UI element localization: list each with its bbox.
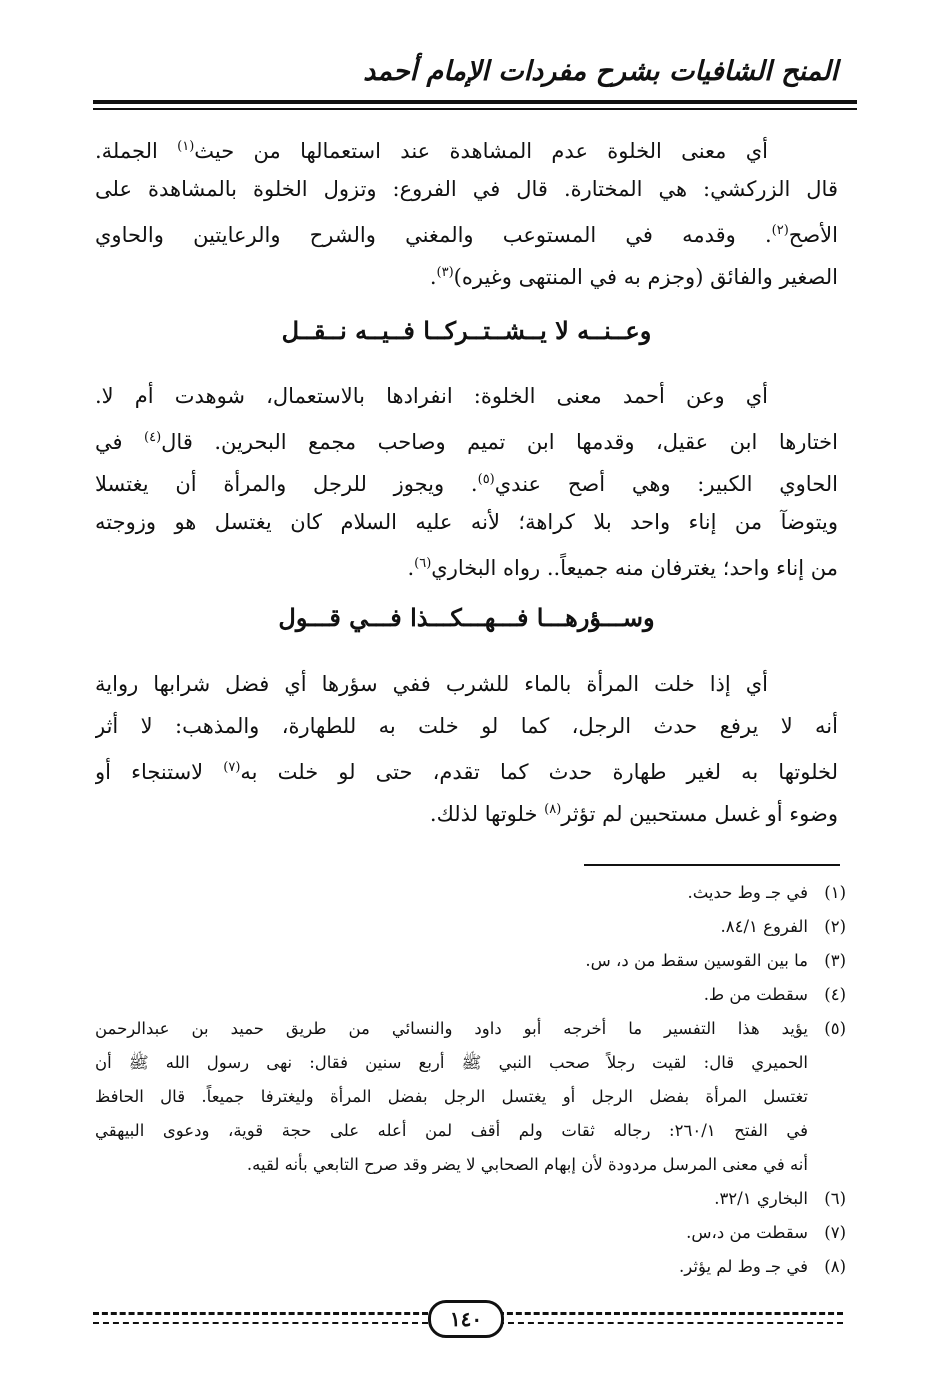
footnote-continuation: أنه في معنى المرسل مردودة لأن إبهام الصحابي لا يضر وقد صرح التابعي بأنه لقيه. [246, 1155, 808, 1174]
paragraph-line: الصغير والفائق (وجزم به في المنتهى وغيره)$^{(٣)}$. [429, 265, 838, 289]
paragraph-line: اختارها ابن عقيل، وقدمها ابن تميم وصاحب مجمع البحرين. قال$^{(٤)}$ في [95, 430, 838, 454]
paragraph-line: الأصح$^{(٢)}$. وقدمه في المستوعب والمغني والشرح والرعايتين والحاوي [95, 223, 838, 247]
footnote-item: (٥)يؤيد هذا التفسير ما أخرجه أبو داود والنسائي من طريق حميد بن عبدالرحمن [95, 1019, 846, 1038]
paragraph-line: ويتوضآ من إناء واحد بلا كراهة؛ لأنه عليه السلام كان يغتسل هو وزوجته [95, 510, 838, 534]
footnote-item: (٦)البخاري ٣٢/١. [714, 1189, 846, 1208]
footnote-item: (٢)الفروع ٨٤/١. [720, 917, 846, 936]
footnote-item: (١)في جـ وط حديث. [687, 883, 846, 902]
paragraph-line: الحاوي الكبير: وهي أصح عندي$^{(٥)}$. ويجوز للرجل والمرأة أن يغتسلا [95, 472, 838, 496]
footnote-item: (٣)ما بين القوسين سقط من د، س. [585, 951, 846, 970]
footnote-ref[interactable]: (٥) [477, 472, 495, 487]
footnote-item: (٤)سقطت من ط. [703, 985, 846, 1004]
paragraph-line: لخلوتها به لغير طهارة حدث كما تقدم، حتى لو خلت به$^{(٧)}$ لاستنجاء أو [95, 760, 838, 784]
paragraph-3 [95, 663, 838, 831]
footnote-item: (٧)سقطت من د،س. [686, 1223, 846, 1242]
header-rule-thick [93, 100, 857, 104]
paragraph-2 [95, 375, 838, 585]
footnote-continuation: في الفتح ٢٦٠/١: رجاله ثقات ولم أقف لمن أعله على حجة قوية، ودعوى البيهقي [95, 1121, 808, 1140]
footnote-item: (٨)في جـ وط لم يؤثر. [679, 1257, 846, 1276]
footnote-ref[interactable]: (٦) [414, 556, 432, 571]
running-header-title: المنح الشافيات بشرح مفردات الإمام أحمد [363, 56, 838, 87]
footnote-continuation: تغتسل المرأة بفضل الرجل أو يغتسل الرجل بفضل المرأة وليغترفا جميعاً. قال الحافظ [95, 1087, 808, 1106]
footnote-ref[interactable]: (١) [177, 139, 195, 154]
paragraph-line: من إناء واحد؛ يغترفان منه جميعاً.. رواه البخاري$^{(٦)}$. [407, 556, 838, 580]
bottom-rule-left [93, 1312, 428, 1315]
header-rule-thin [93, 108, 857, 110]
verse-line-2: وســـؤرهـــا فـــهـــكـــذا فـــي قـــول [278, 603, 655, 632]
footnote-ref[interactable]: (٣) [436, 265, 454, 280]
bottom-rule-left-lower [93, 1322, 428, 1324]
paragraph-line: أي إذا خلت المرأة بالماء للشرب ففي سؤرها أي فضل شرابها رواية [95, 672, 768, 696]
footnotes [95, 876, 846, 1284]
bottom-rule-right-lower [498, 1322, 843, 1324]
footnote-ref[interactable]: (٤) [144, 430, 162, 445]
page-number: ١٤٠ [428, 1300, 504, 1338]
paragraph-line: قال الزركشي: هي المختارة. قال في الفروع: وتزول الخلوة بالمشاهدة على [95, 177, 838, 201]
footnote-separator [584, 864, 840, 866]
footnote-continuation: الحميري قال: لقيت رجلاً صحب النبي ﷺ أربع سنين فقال: نهى رسول الله ﷺ أن [95, 1053, 808, 1072]
paragraph-line: أنه لا يرفع حدث الرجل، كما لو خلت به للطهارة، والمذهب: لا أثر [95, 714, 838, 738]
verse-line-1: وعــنــه لا يــشــتــركــا فــيــه نــقــل [281, 316, 652, 345]
paragraph-line: وضوء أو غسل مستحبين لم تؤثر$^{(٨)}$ خلوتها لذلك. [429, 802, 838, 826]
footnote-ref[interactable]: (٨) [544, 802, 562, 817]
paragraph-1 [95, 126, 838, 294]
bottom-rule-right [498, 1312, 843, 1315]
footnote-ref[interactable]: (٧) [223, 760, 241, 775]
paragraph-line: أي وعن أحمد معنى الخلوة: انفرادها بالاستعمال، شوهدت أم لا. [95, 384, 768, 408]
footnote-ref[interactable]: (٢) [771, 223, 789, 238]
paragraph-line: أي معنى الخلوة عدم المشاهدة عند استعمالها من حيث$^{(١)}$ الجملة. [95, 139, 768, 163]
